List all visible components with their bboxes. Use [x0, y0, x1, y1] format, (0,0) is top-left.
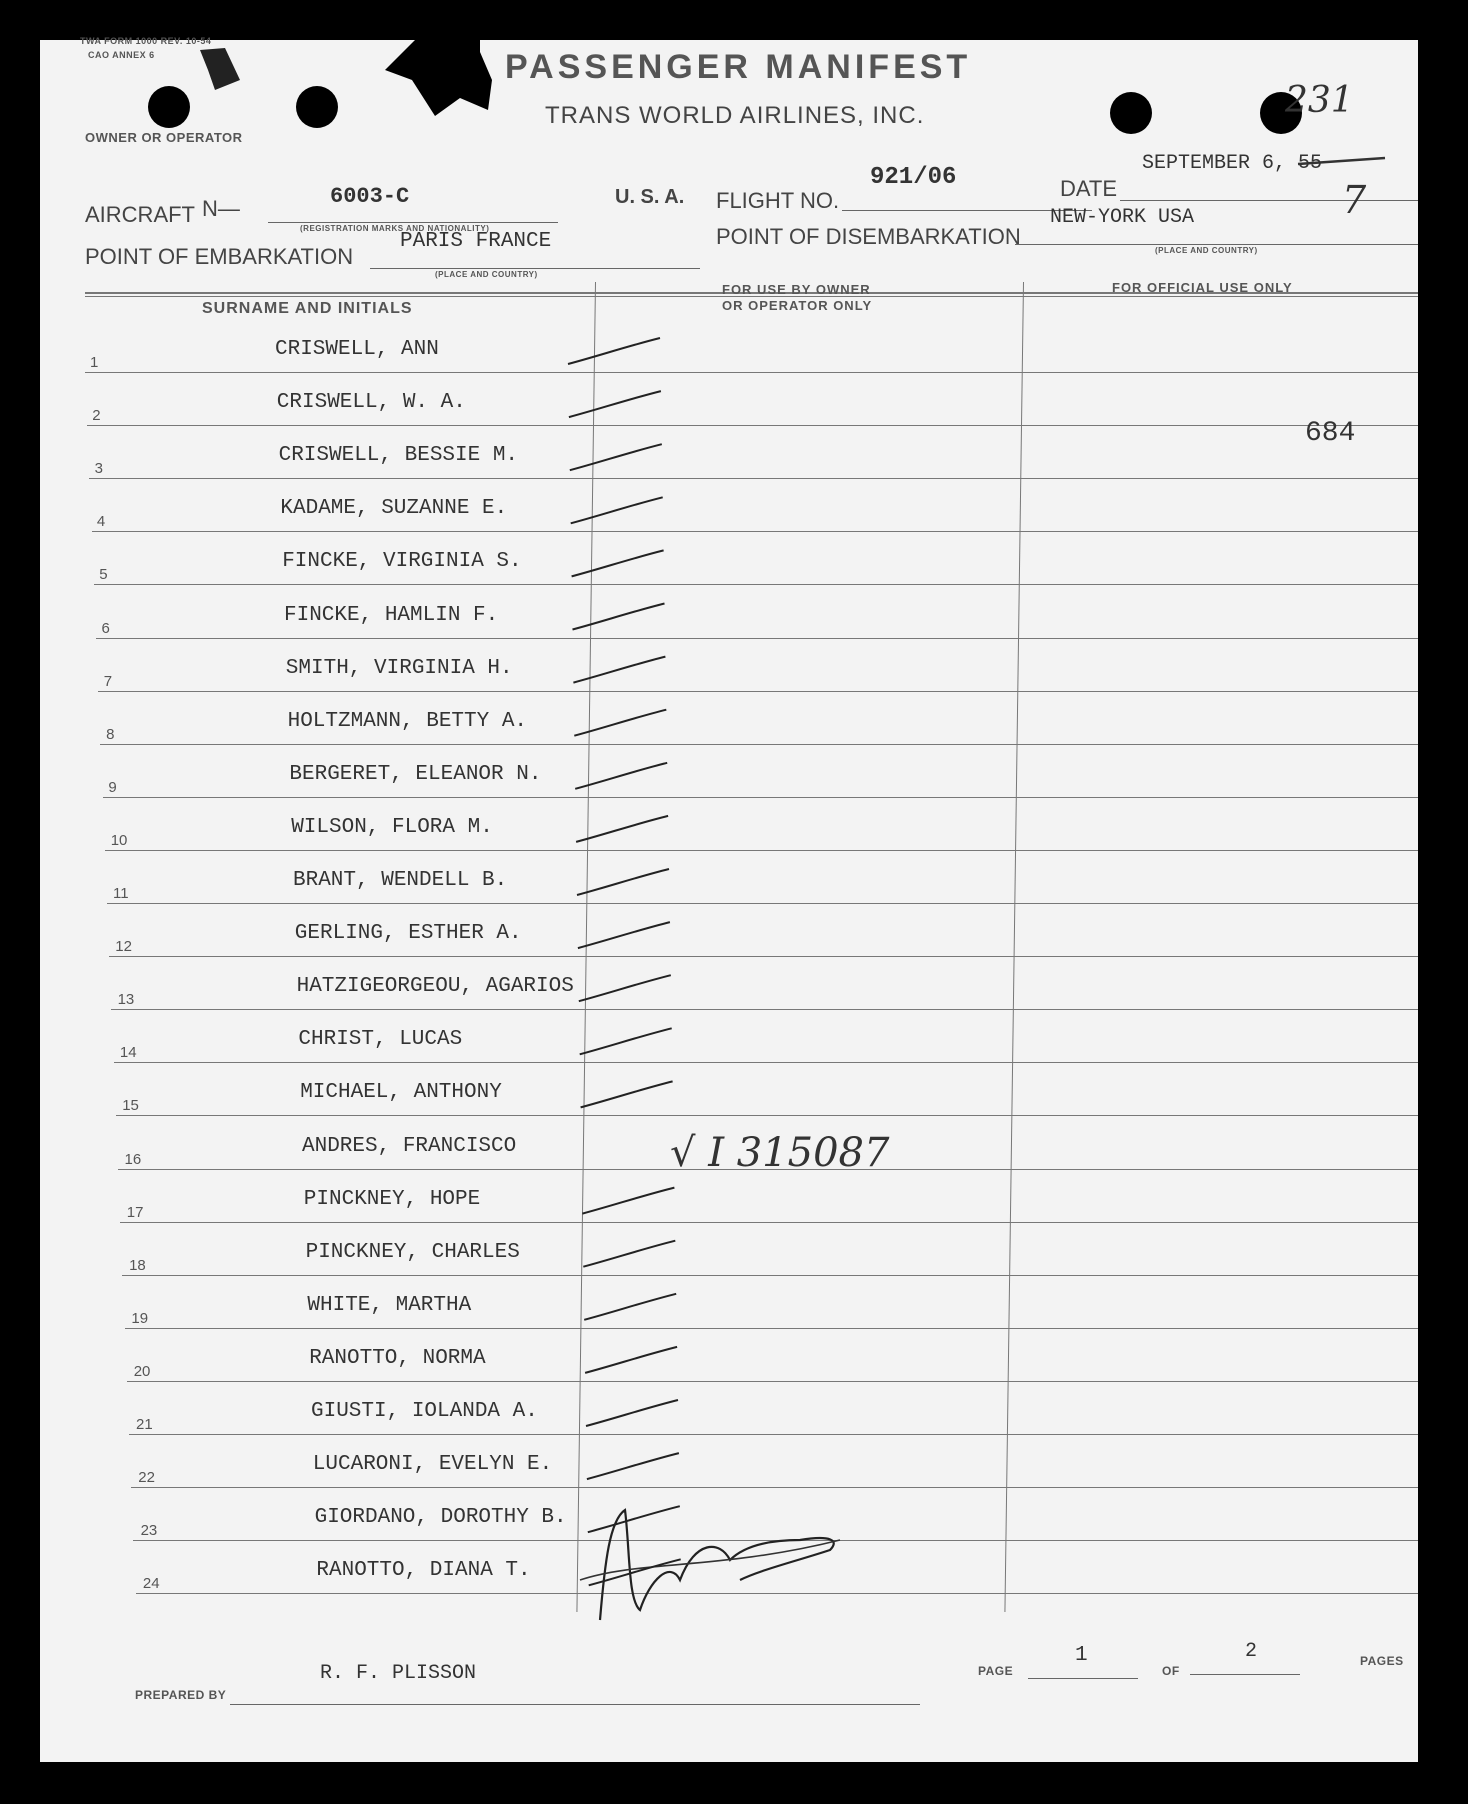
annex-label: CAO ANNEX 6	[88, 50, 155, 60]
check-mark	[588, 1506, 680, 1532]
check-mark	[583, 1241, 675, 1267]
nationality: U. S. A.	[615, 186, 685, 208]
page-title: PASSENGER MANIFEST	[505, 48, 972, 86]
embarkation-value: PARIS FRANCE	[400, 230, 552, 253]
of-value: 2	[1245, 1640, 1258, 1663]
passenger-name: MICHAEL, ANTHONY	[300, 1081, 502, 1105]
check-mark	[575, 763, 667, 789]
flight-no-value: 921/06	[870, 164, 957, 191]
check-mark	[569, 391, 661, 417]
corner-page-number: 231	[1285, 80, 1354, 121]
passenger-name: CHRIST, LUCAS	[298, 1028, 463, 1052]
check-mark	[586, 1400, 678, 1426]
passenger-name: BRANT, WENDELL B.	[293, 869, 508, 892]
flight-no-label: FLIGHT NO.	[716, 188, 840, 213]
check-mark	[585, 1347, 677, 1373]
official-note: 684	[1305, 418, 1356, 449]
disembarkation-label: POINT OF DISEMBARKATION	[716, 224, 1021, 249]
airline-name: TRANS WORLD AIRLINES, INC.	[545, 102, 925, 129]
passenger-name: HATZIGEORGEOU, AGARIOS	[296, 975, 574, 999]
passenger-name: RANOTTO, NORMA	[309, 1346, 486, 1370]
row-number: 11	[113, 885, 129, 902]
passenger-name: HOLTZMANN, BETTY A.	[287, 709, 528, 733]
check-marks	[40, 40, 1418, 1762]
disembarkation-value: NEW-YORK USA	[1050, 206, 1195, 229]
row-number: 1	[90, 354, 99, 371]
aircraft-sublabel: (REGISTRATION MARKS AND NATIONALITY)	[300, 224, 490, 233]
check-mark	[579, 975, 671, 1001]
passenger-name: KADAME, SUZANNE E.	[280, 497, 508, 521]
embarkation-label: POINT OF EMBARKATION	[85, 244, 354, 269]
column-header-owner-2: OR OPERATOR ONLY	[722, 298, 873, 313]
row-number: 20	[133, 1362, 151, 1380]
row-number: 3	[94, 460, 103, 478]
passenger-name: GIORDANO, DOROTHY B.	[314, 1506, 567, 1530]
passenger-name: CRISWELL, W. A.	[276, 391, 466, 415]
row-number: 10	[110, 831, 128, 849]
column-header-owner-1: FOR USE BY OWNER	[722, 282, 871, 297]
aircraft-prefix: N—	[202, 196, 240, 221]
page-label: PAGE	[978, 1664, 1014, 1678]
passenger-name: LUCARONI, EVELYN E.	[312, 1453, 553, 1477]
prepared-by-label: PREPARED BY	[135, 1688, 227, 1702]
check-mark	[571, 497, 663, 523]
page-value: 1	[1075, 1644, 1088, 1667]
prepared-by-value: R. F. PLISSON	[320, 1662, 477, 1685]
check-mark	[587, 1453, 679, 1479]
row-number: 16	[124, 1150, 142, 1168]
check-mark	[589, 1559, 681, 1585]
passenger-name: ANDRES, FRANCISCO	[302, 1134, 517, 1158]
check-mark	[568, 338, 660, 364]
passenger-name: FINCKE, VIRGINIA S.	[282, 550, 522, 574]
row-number: 7	[103, 672, 113, 690]
row-number: 12	[115, 938, 132, 956]
check-mark	[573, 657, 665, 683]
passenger-name: WILSON, FLORA M.	[291, 815, 493, 839]
row-number: 13	[117, 991, 135, 1009]
passenger-name: PINCKNEY, HOPE	[303, 1187, 481, 1211]
passenger-name: GERLING, ESTHER A.	[294, 922, 522, 946]
embarkation-sublabel: (PLACE AND COUNTRY)	[435, 270, 538, 279]
pages-label: PAGES	[1360, 1654, 1404, 1668]
row-number: 5	[99, 566, 108, 584]
row-number: 21	[136, 1416, 153, 1433]
check-mark	[577, 869, 669, 895]
passenger-name: BERGERET, ELEANOR N.	[289, 762, 542, 786]
check-mark	[576, 816, 668, 842]
date-label: DATE	[1060, 176, 1118, 201]
manifest-page	[40, 36, 1418, 1762]
row-number: 19	[131, 1309, 149, 1327]
row-number: 8	[106, 725, 115, 743]
row-number: 14	[119, 1044, 137, 1062]
check-mark	[580, 1028, 672, 1054]
check-mark	[570, 444, 662, 470]
owner-note: √ I 315087	[670, 1130, 890, 1176]
row-number: 9	[108, 778, 117, 796]
date-correction: 7	[1342, 178, 1367, 222]
check-mark	[578, 922, 670, 948]
of-label: OF	[1162, 1664, 1180, 1678]
check-mark	[573, 604, 665, 630]
row-number: 23	[140, 1522, 158, 1540]
row-number: 15	[122, 1097, 139, 1115]
passenger-name: FINCKE, HAMLIN F.	[284, 603, 499, 627]
row-number: 4	[96, 513, 106, 531]
passenger-name: SMITH, VIRGINIA H.	[285, 656, 513, 680]
date-value: SEPTEMBER 6, 55	[1142, 152, 1323, 175]
check-mark	[574, 710, 666, 736]
row-number: 18	[129, 1256, 146, 1274]
passenger-name: RANOTTO, DIANA T.	[316, 1559, 531, 1583]
passenger-name: PINCKNEY, CHARLES	[305, 1240, 520, 1264]
check-mark	[584, 1294, 676, 1320]
disembarkation-sublabel: (PLACE AND COUNTRY)	[1155, 246, 1258, 255]
passenger-name: CRISWELL, BESSIE M.	[278, 444, 519, 468]
row-number: 22	[138, 1469, 155, 1487]
row-number: 6	[101, 619, 110, 637]
aircraft-value: 6003-C	[330, 184, 410, 209]
aircraft-label: AIRCRAFT	[85, 202, 195, 227]
passenger-name: GIUSTI, IOLANDA A.	[311, 1400, 538, 1423]
row-number: 24	[142, 1575, 160, 1593]
check-mark	[581, 1081, 673, 1107]
column-header-name: SURNAME AND INITIALS	[202, 300, 413, 317]
row-number: 17	[126, 1203, 144, 1221]
owner-operator-label: OWNER OR OPERATOR	[85, 130, 243, 145]
passenger-name: WHITE, MARTHA	[307, 1293, 472, 1317]
check-mark	[572, 550, 664, 576]
form-number: TWA FORM 1000 REV. 10-54	[80, 36, 212, 46]
row-number: 2	[92, 407, 101, 425]
check-mark	[582, 1188, 674, 1214]
passenger-name: CRISWELL, ANN	[275, 338, 439, 361]
column-header-official: FOR OFFICIAL USE ONLY	[1112, 280, 1293, 295]
